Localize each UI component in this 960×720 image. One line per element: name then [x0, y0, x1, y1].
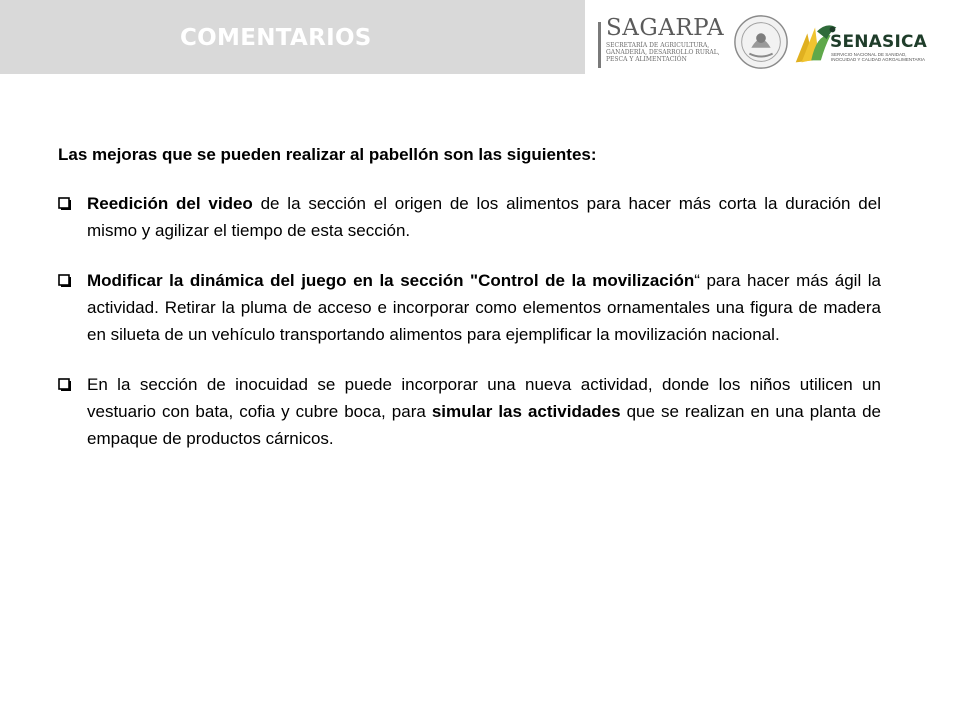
page-title: COMENTARIOS	[180, 25, 372, 51]
sagarpa-logo	[606, 16, 724, 63]
sagarpa-subtitle: SECRETARÍA DE AGRICULTURA, GANADERÍA, DESARROLLO RURAL, PESCA Y ALIMENTACIÓN	[606, 42, 720, 63]
bullet-bold-text: Modificar la dinámica del juego en la sección "Control de la movilización	[87, 271, 695, 290]
senasica-subtitle: SERVICIO NACIONAL DE SANIDAD, INOCUIDAD Y CALIDAD AGROALIMENTARIA	[831, 52, 926, 62]
mexico-seal-icon	[732, 13, 790, 71]
header-logos	[598, 8, 948, 70]
list-item	[58, 371, 881, 452]
intro-text: Las mejoras que se pueden realizar al pabellón son las siguientes:	[58, 145, 597, 164]
comments-content	[58, 141, 881, 475]
checkbox-square-icon	[58, 197, 72, 211]
checkbox-square-icon	[58, 274, 72, 288]
list-item	[58, 267, 881, 348]
checkbox-square-icon	[58, 378, 72, 392]
list-item	[58, 190, 881, 244]
sagarpa-name: SAGARPA	[606, 15, 725, 41]
bullet-text: de la sección el origen de los alimentos para hacer más corta la duración del mismo y agilizar el tiempo de esta sección.	[87, 194, 881, 240]
bullet-bold-text: simular las actividades	[431, 402, 621, 421]
logo-divider	[598, 22, 601, 68]
bullet-text: En la sección de inocuidad se puede incorporar una nueva actividad, donde los niños utilicen un vestuario con bata, cofia y cubre boca, para	[87, 375, 881, 421]
bullet-bold-text: Reedición del video	[87, 194, 253, 213]
bullet-text-end: que se realizan en una planta de empaque de productos cárnicos.	[87, 402, 882, 448]
senasica-name: SENASICA	[830, 32, 928, 52]
bullet-text: “ para hacer más ágil la actividad. Retirar la pluma de acceso e incorporar como elementos ornamentales una figura de madera en silueta de un vehículo transportando alimentos para ejemplificar la movilización nacional.	[87, 271, 882, 344]
